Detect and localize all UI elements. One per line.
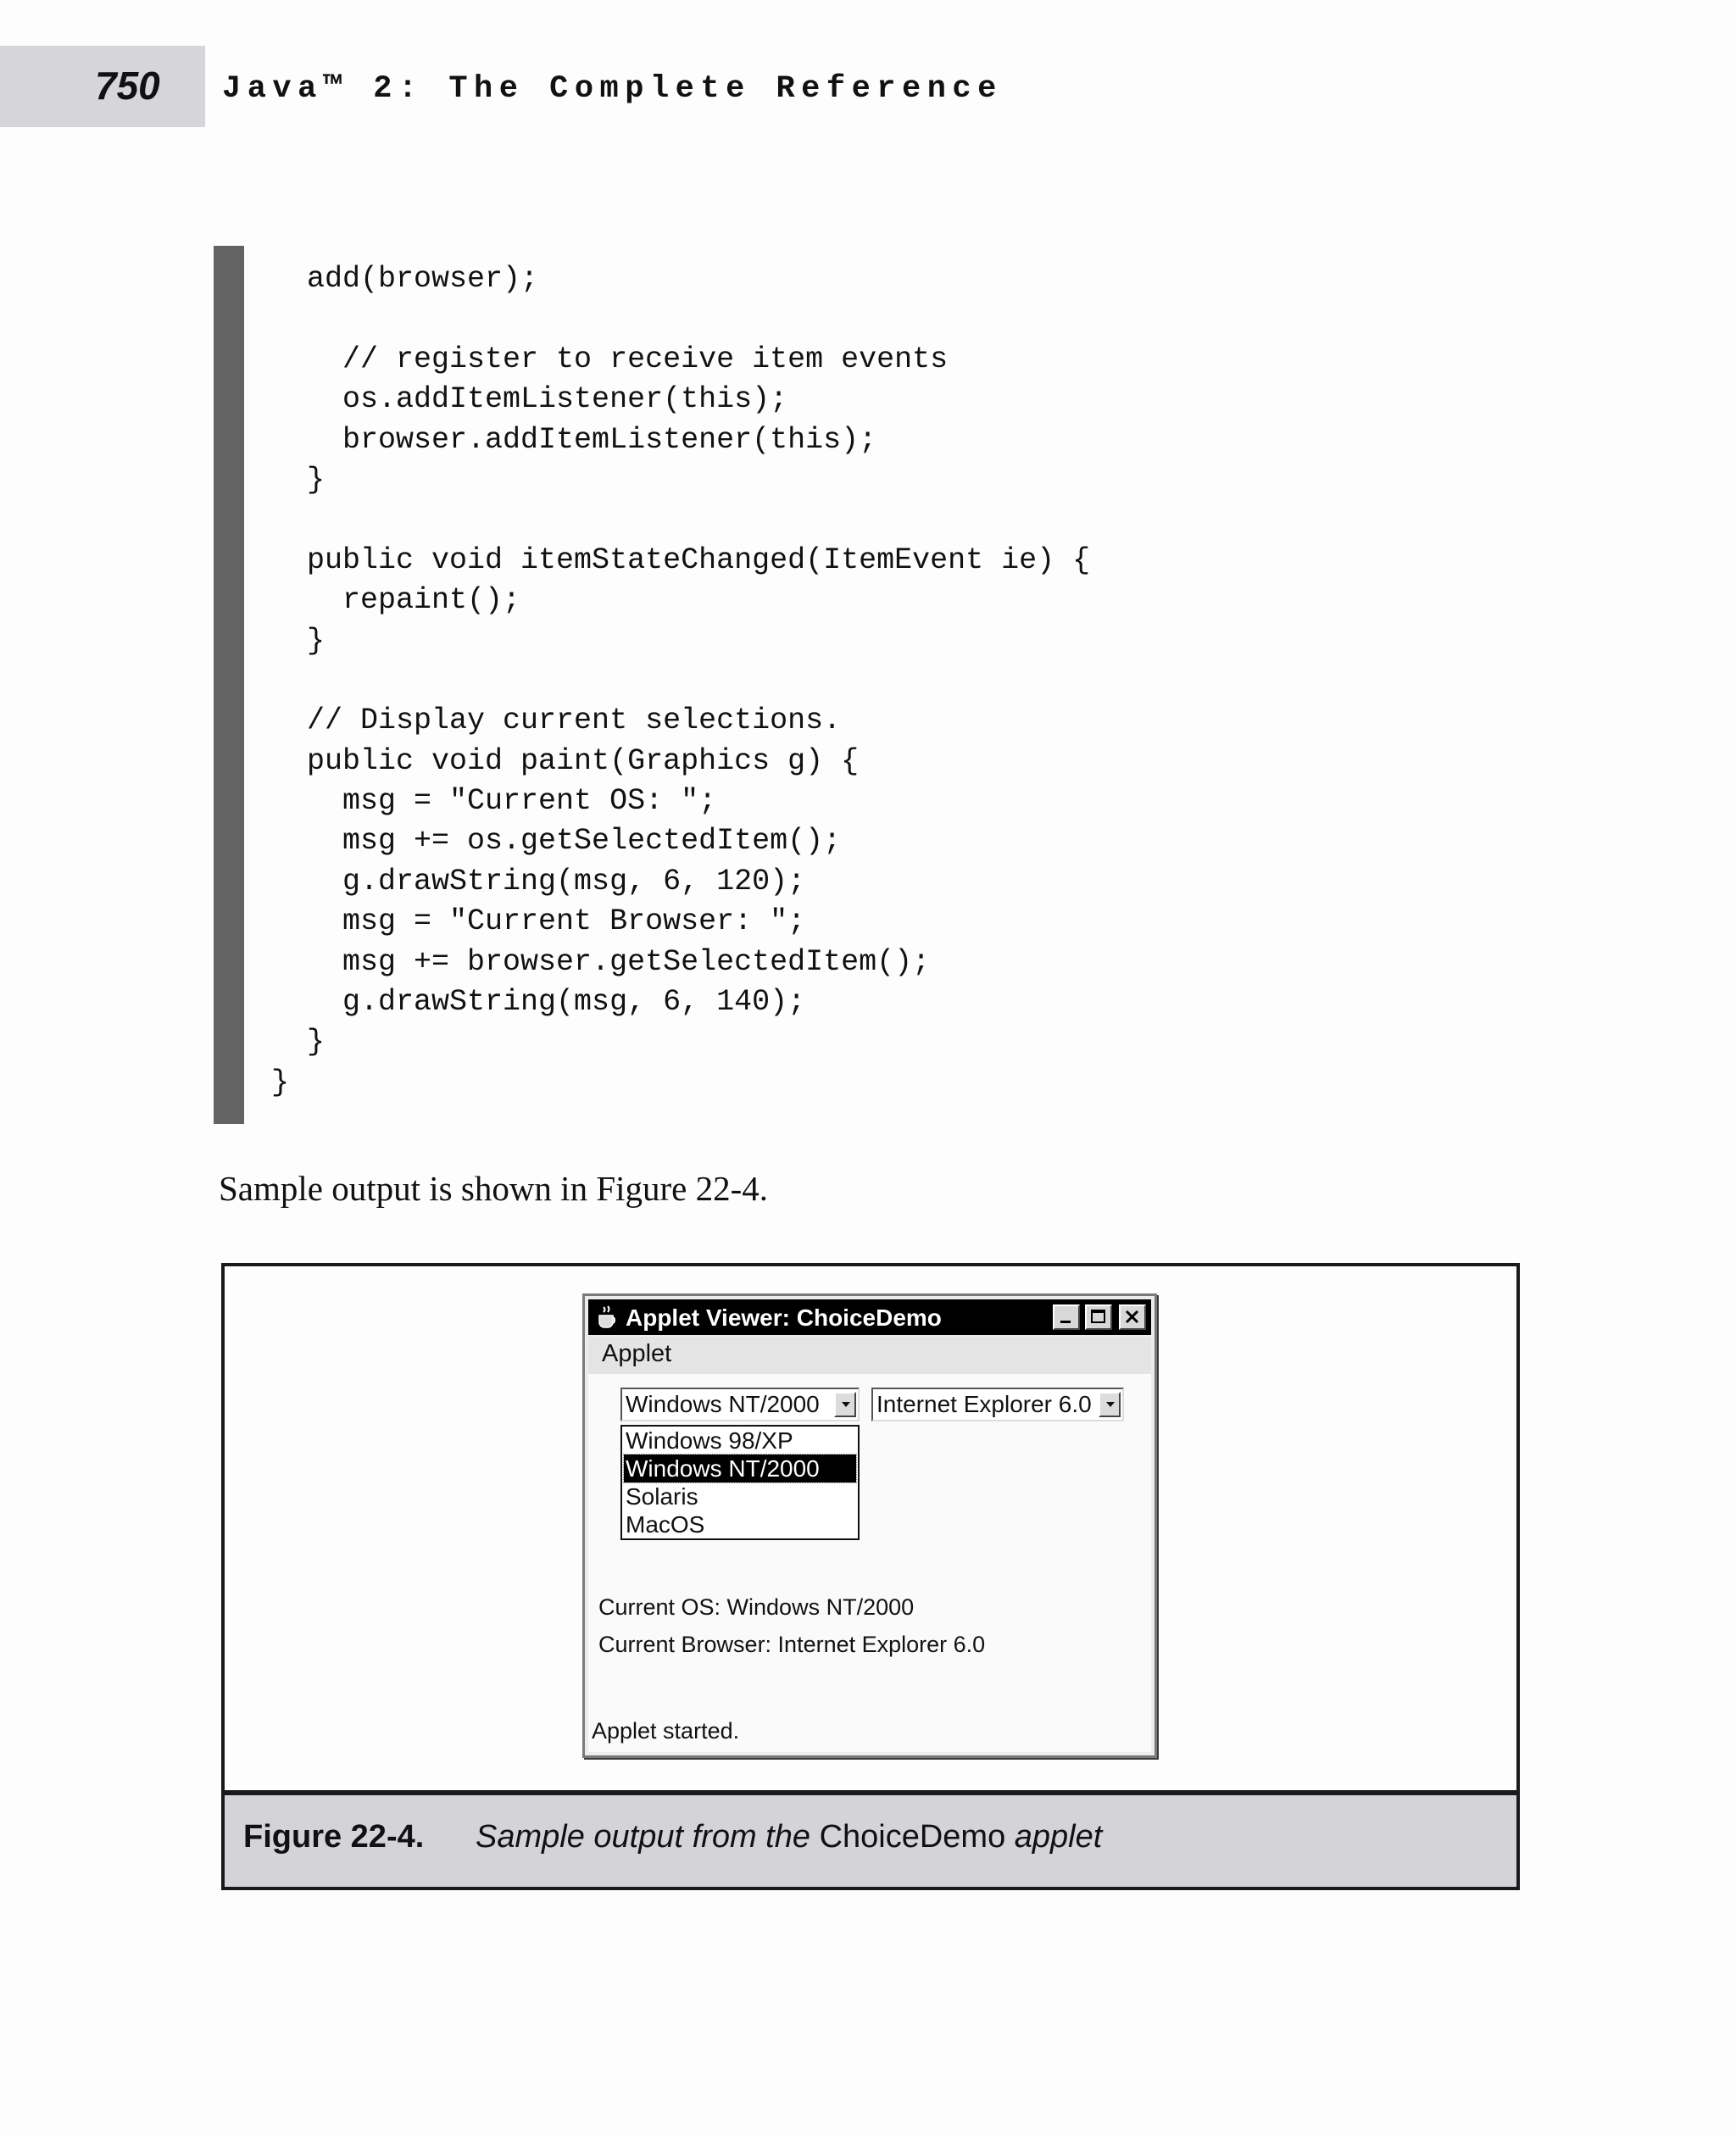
code-line: add(browser); <box>271 262 539 296</box>
maximize-button[interactable] <box>1085 1304 1112 1330</box>
figure-frame <box>221 1263 1520 1890</box>
dropdown-option[interactable]: MacOS <box>626 1511 705 1538</box>
code-line: } <box>271 623 326 658</box>
title-bar[interactable] <box>588 1299 1151 1335</box>
os-choice[interactable] <box>620 1388 860 1421</box>
caption-italic-text: Sample output from the <box>476 1819 820 1855</box>
close-button[interactable] <box>1119 1304 1146 1330</box>
chevron-down-icon[interactable] <box>1099 1392 1121 1417</box>
code-listing <box>271 259 1090 1103</box>
chevron-down-icon[interactable] <box>834 1392 856 1417</box>
code-line <box>271 299 1090 339</box>
minimize-icon <box>1054 1306 1078 1328</box>
current-browser-text: Current Browser: Internet Explorer 6.0 <box>598 1632 986 1657</box>
code-line: g.drawString(msg, 6, 120); <box>271 864 806 898</box>
dropdown-option[interactable]: Windows 98/XP <box>626 1427 793 1454</box>
code-line: } <box>271 1025 326 1060</box>
minimize-button[interactable] <box>1053 1304 1080 1330</box>
code-line: // Display current selections. <box>271 704 842 738</box>
os-choice-value: Windows NT/2000 <box>626 1391 820 1417</box>
code-line: msg += os.getSelectedItem(); <box>271 824 842 859</box>
maximize-icon <box>1087 1306 1110 1328</box>
code-line: g.drawString(msg, 6, 140); <box>271 985 806 1020</box>
code-line <box>271 500 1090 540</box>
code-line: msg += browser.getSelectedItem(); <box>271 944 931 979</box>
browser-choice[interactable] <box>871 1388 1124 1421</box>
close-icon <box>1121 1306 1144 1328</box>
code-line: browser.addItemListener(this); <box>271 422 877 457</box>
code-line: os.addItemListener(this); <box>271 382 788 417</box>
code-line: } <box>271 1065 290 1099</box>
caption-italic-text: applet <box>1005 1819 1103 1855</box>
code-line: msg = "Current OS: "; <box>271 784 717 819</box>
window-title: Applet Viewer: ChoiceDemo <box>626 1304 942 1331</box>
java-coffee-cup-icon <box>593 1304 622 1331</box>
code-line: } <box>271 462 326 497</box>
applet-viewer-window <box>582 1293 1157 1758</box>
menu-bar <box>588 1337 1151 1374</box>
browser-choice-value: Internet Explorer 6.0 <box>876 1391 1092 1417</box>
code-line: public void paint(Graphics g) { <box>271 743 860 778</box>
body-paragraph: Sample output is shown in Figure 22-4. <box>219 1169 769 1208</box>
dropdown-option[interactable]: Solaris <box>626 1483 698 1510</box>
figure-caption-bar <box>225 1790 1516 1887</box>
code-line: // register to receive item events <box>271 342 949 376</box>
figure-caption <box>476 1819 1102 1855</box>
caption-code-text: ChoiceDemo <box>819 1819 1006 1855</box>
code-line: public void itemStateChanged(ItemEvent ie) { <box>271 542 1091 577</box>
figure-label: Figure 22-4. <box>243 1819 425 1855</box>
os-dropdown-list <box>620 1425 860 1540</box>
code-sidebar-bar <box>214 246 244 1124</box>
status-text: Applet started. <box>592 1718 740 1744</box>
running-head-title: Java™ 2: The Complete Reference <box>222 71 1003 107</box>
code-line <box>271 661 1090 701</box>
menu-item-applet[interactable]: Applet <box>602 1340 672 1367</box>
code-line: msg = "Current Browser: "; <box>271 904 806 939</box>
page-number: 750 <box>95 64 160 108</box>
applet-content <box>588 1374 1151 1752</box>
current-os-text: Current OS: Windows NT/2000 <box>598 1594 915 1620</box>
dropdown-option-selected[interactable]: Windows NT/2000 <box>624 1455 856 1482</box>
code-line: repaint(); <box>271 583 521 618</box>
